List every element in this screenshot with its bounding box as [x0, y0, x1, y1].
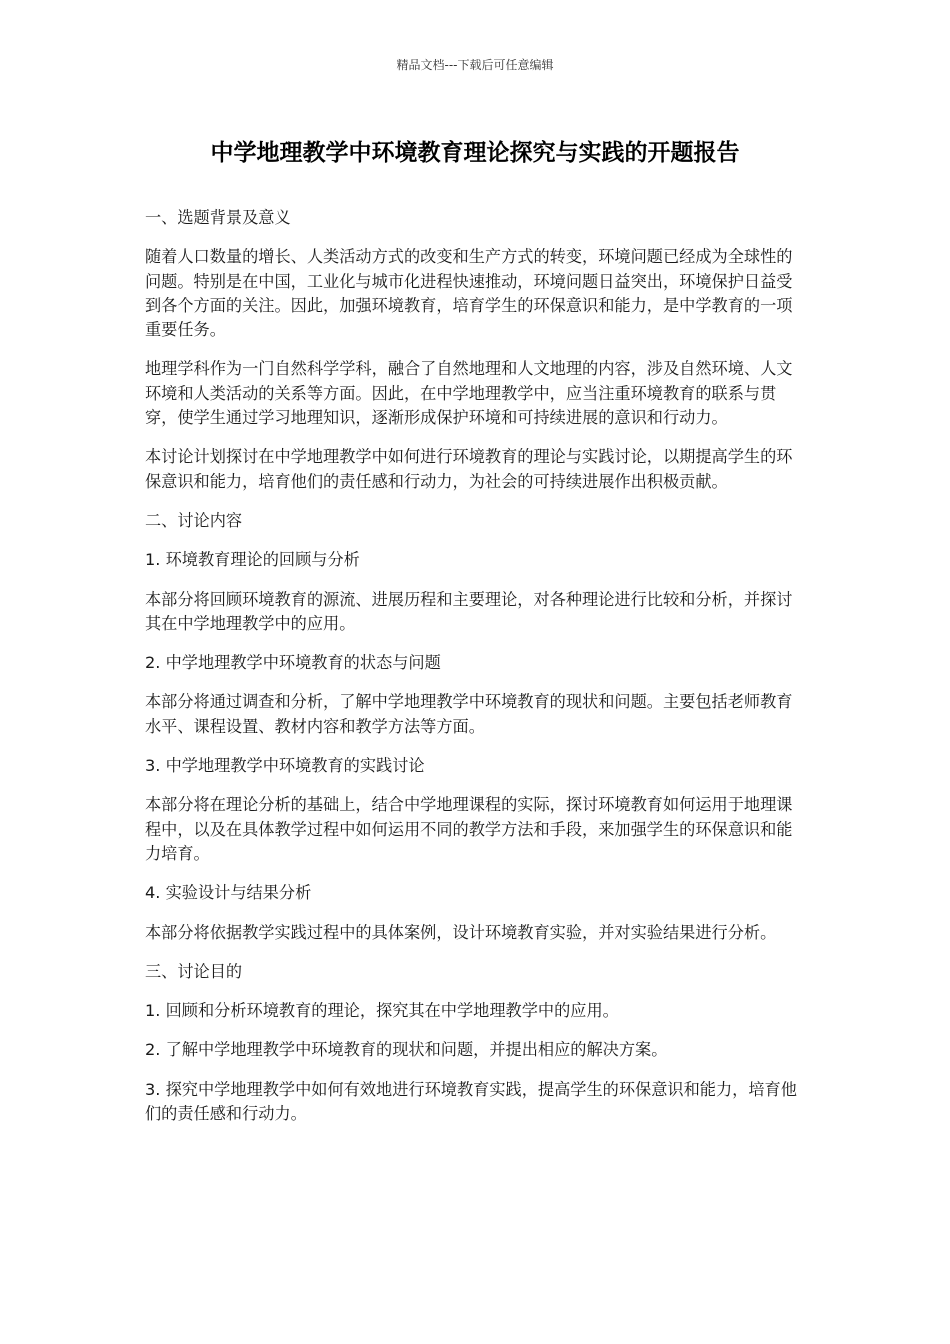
section-heading-content: 二、讨论内容 — [145, 510, 243, 530]
list-item-purpose-2: 2. 了解中学地理教学中环境教育的现状和问题，并提出相应的解决方案。 — [145, 1040, 668, 1060]
paragraph-content-1: 本部分将回顾环境教育的源流、进展历程和主要理论，对各种理论进行比较和分析，并探讨其在中学地理教学中的应用。 — [145, 589, 793, 633]
paragraph-content-3: 本部分将在理论分析的基础上，结合中学地理课程的实际，探讨环境教育如何运用于地理课程中，以及在具体教学过程中如何运用不同的教学方法和手段，来加强学生的环保意识和能力培育。 — [145, 795, 793, 863]
document-body — [145, 206, 807, 1141]
paragraph-content-2: 本部分将通过调查和分析，了解中学地理教学中环境教育的现状和问题。主要包括老师教育水平、课程设置、教材内容和教学方法等方面。 — [145, 692, 793, 736]
paragraph-background-2: 地理学科作为一门自然科学学科，融合了自然地理和人文地理的内容，涉及自然环境、人文环境和人类活动的关系等方面。因此，在中学地理教学中，应当注重环境教育的联系与贯穿，使学生通过学习地理知识，逐渐形成保护环境和可持续进展的意识和行动力。 — [145, 359, 793, 428]
paragraph-background-3: 本讨论计划探讨在中学地理教学中如何进行环境教育的理论与实践讨论，以期提高学生的环保意识和能力，培育他们的责任感和行动力，为社会的可持续进展作出积极贡献。 — [145, 447, 793, 491]
section-heading-background: 一、选题背景及意义 — [145, 208, 291, 227]
header-note: 精品文档---下载后可任意编辑 — [396, 58, 554, 72]
subheading-content-1: 1. 环境教育理论的回顾与分析 — [145, 550, 360, 570]
subheading-content-4: 4. 实验设计与结果分析 — [145, 883, 312, 903]
subheading-content-3: 3. 中学地理教学中环境教育的实践讨论 — [145, 756, 425, 776]
section-heading-purpose: 三、讨论目的 — [145, 961, 243, 981]
list-item-purpose-3: 3. 探究中学地理教学中如何有效地进行环境教育实践，提高学生的环保意识和能力，培育他们的责任感和行动力。 — [145, 1079, 797, 1124]
paragraph-content-4: 本部分将依据教学实践过程中的具体案例，设计环境教育实验，并对实验结果进行分析。 — [145, 922, 777, 942]
list-item-purpose-1: 1. 回顾和分析环境教育的理论，探究其在中学地理教学中的应用。 — [145, 1001, 619, 1021]
paragraph-background-1: 随着人口数量的增长、人类活动方式的改变和生产方式的转变，环境问题已经成为全球性的问题。特别是在中国，工业化与城市化进程快速推动，环境问题日益突出，环境保护日益受到各个方面的关注。因此，加强环境教育，培育学生的环保意识和能力，是中学教育的一项重要任务。 — [145, 247, 793, 340]
document-title: 中学地理教学中环境教育理论探究与实践的开题报告 — [210, 140, 740, 166]
subheading-content-2: 2. 中学地理教学中环境教育的状态与问题 — [145, 653, 441, 673]
